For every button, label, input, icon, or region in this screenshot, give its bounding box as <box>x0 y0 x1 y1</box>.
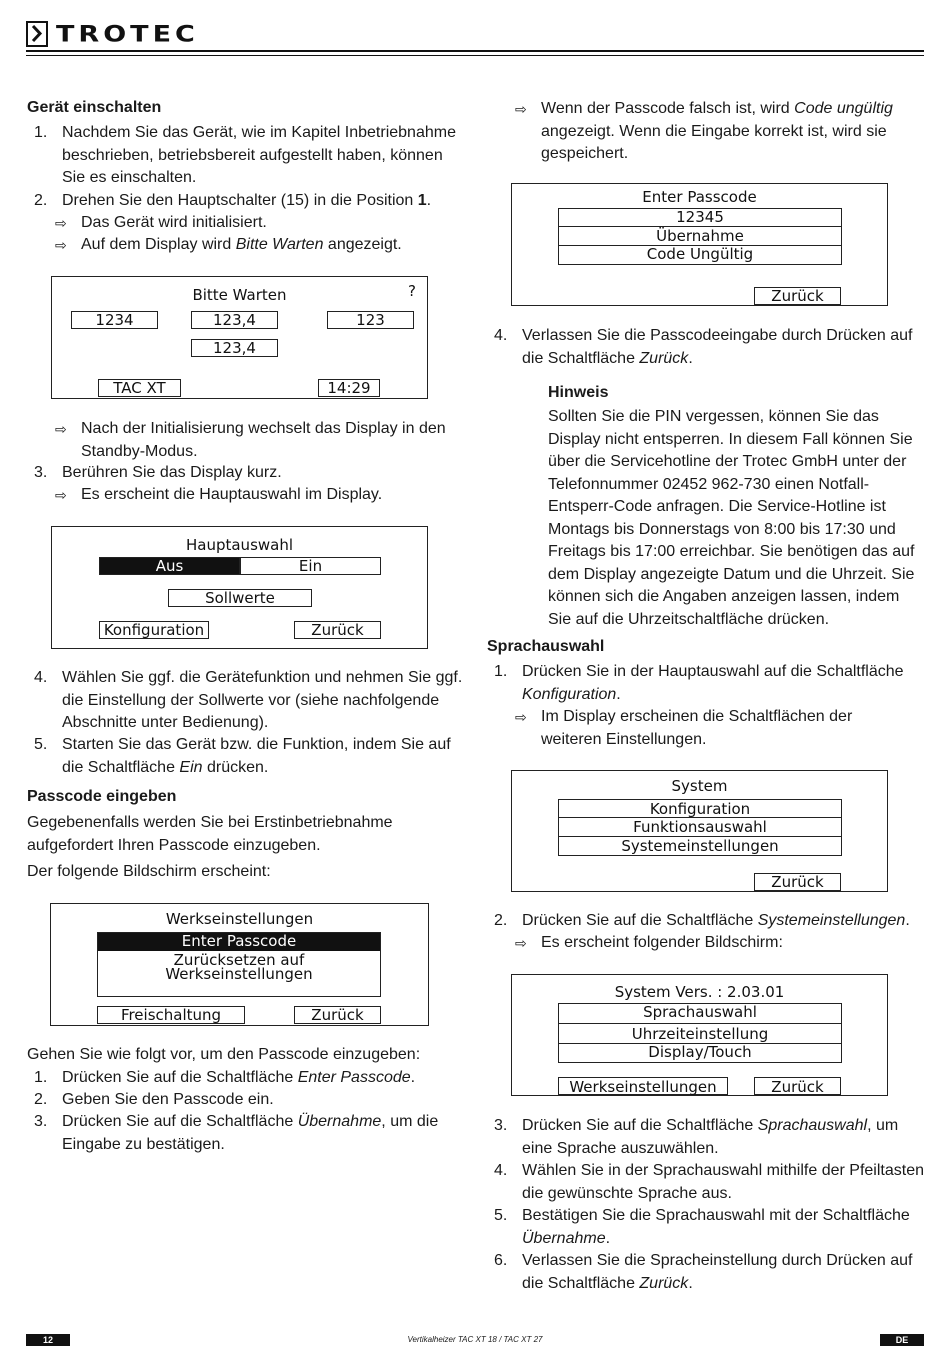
item-number: 4. <box>494 327 508 344</box>
result-item <box>55 484 465 507</box>
footer-title: Vertikalheizer TAC XT 18 / TAC XT 27 <box>70 1334 880 1346</box>
list-item <box>494 325 924 370</box>
display-screen-hauptauswahl <box>51 526 428 649</box>
list-item <box>494 1205 924 1250</box>
item-number: 4. <box>34 669 48 686</box>
list-item <box>34 1089 464 1112</box>
item-text: Starten Sie das Gerät bzw. die Funktion, indem Sie auf die Schaltfläche Ein drücken. <box>62 736 451 776</box>
clock-display: 14:29 <box>318 379 380 397</box>
factory-settings-button[interactable]: Werkseinstellungen <box>558 1077 728 1095</box>
item-number: 1. <box>494 663 508 680</box>
logo-chevron-icon <box>26 21 48 47</box>
display-touch-button[interactable]: Display/Touch <box>648 1043 752 1061</box>
item-text: Berühren Sie das Display kurz. <box>62 464 282 481</box>
header-rule <box>26 50 924 52</box>
display-field: 1234 <box>71 311 158 329</box>
list-item <box>494 910 924 933</box>
item-text: Nachdem Sie das Gerät, wie im Kapitel Inbetriebnahme beschrieben, betriebsbereit aufgestellt haben, können Sie es einschalten. <box>62 124 456 186</box>
item-text: Wählen Sie ggf. die Gerätefunktion und nehmen Sie ggf. die Einstellung der Sollwerte vor (siehe nachfolgende Abschnitte unter Bedienung). <box>62 669 463 731</box>
trotec-logo <box>26 18 199 50</box>
item-number: 3. <box>34 1113 48 1130</box>
arrow-right-icon: ⇨ <box>55 421 67 437</box>
paragraph: Gehen Sie wie folgt vor, um den Passcode einzugeben: <box>27 1046 421 1063</box>
screen-title: System Vers. : 2.03.01 <box>614 983 785 1001</box>
menu-list <box>558 799 842 856</box>
button-label: Werkseinstellungen <box>165 965 313 983</box>
button-label: Zurücksetzen auf <box>173 951 305 969</box>
item-text: Drücken Sie auf die Schaltfläche Enter Passcode. <box>62 1069 416 1086</box>
language-code: DE <box>895 1335 909 1345</box>
item-number: 1. <box>34 124 48 141</box>
item-number: 5. <box>494 1207 508 1224</box>
list-item <box>34 190 464 213</box>
item-text: Bestätigen Sie die Sprachauswahl mit der Schaltfläche Übernahme. <box>522 1207 910 1247</box>
help-icon: ? <box>408 282 416 300</box>
display-field: 123,4 <box>191 311 278 329</box>
screen-title: Hauptauswahl <box>185 536 294 554</box>
list-item <box>34 1111 464 1156</box>
arrow-right-icon: ⇨ <box>515 935 527 951</box>
hint-text: Sollten Sie die PIN vergessen, können Sie das Display nicht entsperren. In diesem Fall können Sie über die Servicehotline der Trotec GmbH unter der Telefonnummer 02452 962-730 einen Notfall-Entsperr-Code anfragen. Die Service-Hotline ist Montags bis Donnerstags von 8:00 bis 17:30 und Freitags bis 17:00 erreichbar. Sie benötigen das auf dem Display angezeigte Datum und die Uhrzeit. Sie können sich die Angaben anzeigen lassen, indem Sie auf die Uhrzeitschaltfläche drücken. <box>548 408 915 628</box>
item-number: 6. <box>494 1252 508 1269</box>
enter-passcode-button[interactable]: Enter Passcode <box>98 933 380 951</box>
list-item <box>34 734 464 779</box>
section-heading: Passcode eingeben <box>27 788 177 805</box>
menu-list <box>97 932 381 997</box>
arrow-right-icon: ⇨ <box>55 487 67 503</box>
display-screen-system-version <box>511 974 888 1096</box>
item-text: Drehen Sie den Hauptschalter (15) in die Position 1. <box>62 192 432 209</box>
time-settings-button[interactable]: Uhrzeiteinstellung <box>559 1024 841 1044</box>
item-text: Es erscheint folgender Bildschirm: <box>541 934 783 951</box>
back-button[interactable]: Zurück <box>754 1077 841 1095</box>
display-field: 123,4 <box>191 339 278 357</box>
screen-title: Werkseinstellungen <box>165 910 314 928</box>
item-text: Drücken Sie auf die Schaltfläche Systemeinstellungen. <box>522 912 910 929</box>
list-item <box>34 462 464 485</box>
list-item <box>494 661 924 706</box>
section-heading: Sprachauswahl <box>487 638 605 655</box>
screen-title: Bitte Warten <box>192 286 287 304</box>
item-text: Auf dem Display wird Bitte Warten angezeigt. <box>81 236 402 253</box>
reset-factory-button[interactable] <box>98 951 380 981</box>
arrow-right-icon: ⇨ <box>515 101 527 117</box>
item-text: Verlassen Sie die Passcodeeingabe durch Drücken auf die Schaltfläche Zurück. <box>522 327 913 367</box>
brand-name: TROTEC <box>56 21 199 47</box>
item-text: Drücken Sie in der Hauptauswahl auf die Schaltfläche Konfiguration. <box>522 663 904 703</box>
menu-list <box>558 208 842 265</box>
display-field: 123 <box>327 311 414 329</box>
result-item <box>515 932 915 955</box>
invalid-code-message: Code Ungültig <box>646 245 754 263</box>
list-item <box>34 1067 464 1090</box>
off-button[interactable]: Aus <box>99 557 240 575</box>
paragraph: Gegebenenfalls werden Sie bei Erstinbetriebnahme aufgefordert Ihren Passcode einzugeben. <box>27 814 393 854</box>
item-text: Es erscheint die Hauptauswahl im Display. <box>81 486 383 503</box>
result-item <box>55 418 465 463</box>
display-screen-system <box>511 770 888 892</box>
arrow-right-icon: ⇨ <box>55 215 67 231</box>
configuration-button[interactable]: Konfiguration <box>559 800 841 818</box>
item-text: Im Display erscheinen die Schaltflächen der weiteren Einstellungen. <box>541 708 853 748</box>
item-number: 2. <box>34 192 48 209</box>
item-number: 2. <box>34 1091 48 1108</box>
result-item <box>55 234 465 257</box>
list-item <box>34 122 464 190</box>
language-selection-button[interactable]: Sprachauswahl <box>559 1004 841 1024</box>
hint-heading: Hinweis <box>548 384 609 401</box>
list-item <box>494 1250 924 1295</box>
setpoints-button[interactable]: Sollwerte <box>168 589 312 607</box>
device-label: TAC XT <box>98 379 181 397</box>
unlock-button[interactable]: Freischaltung <box>97 1006 245 1024</box>
item-text: Geben Sie den Passcode ein. <box>62 1091 274 1108</box>
back-button[interactable]: Zurück <box>754 873 841 891</box>
display-screen-werkseinstellungen <box>50 903 429 1026</box>
function-selection-button[interactable]: Funktionsauswahl <box>559 818 841 837</box>
result-item <box>515 706 915 751</box>
display-screen-enter-passcode <box>511 183 888 306</box>
arrow-right-icon: ⇨ <box>55 237 67 253</box>
item-number: 3. <box>34 464 48 481</box>
item-number: 2. <box>494 912 508 929</box>
section-heading: Gerät einschalten <box>27 99 162 116</box>
on-button[interactable]: Ein <box>240 557 381 575</box>
back-button[interactable]: Zurück <box>754 287 841 305</box>
screen-title: System <box>671 777 728 795</box>
result-item <box>55 212 465 235</box>
back-button[interactable]: Zurück <box>294 621 381 639</box>
header-rule-thin <box>26 55 924 56</box>
item-number: 3. <box>494 1117 508 1134</box>
configuration-button[interactable]: Konfiguration <box>99 621 209 639</box>
system-settings-button[interactable]: Systemeinstellungen <box>621 837 779 855</box>
item-text: Das Gerät wird initialisiert. <box>81 214 267 231</box>
result-item <box>515 98 915 166</box>
back-button[interactable]: Zurück <box>294 1006 381 1024</box>
page-number: 12 <box>42 1335 53 1345</box>
item-text: Wenn der Passcode falsch ist, wird Code ungültig angezeigt. Wenn die Eingabe korrekt ist, wird sie gespeichert. <box>541 100 893 162</box>
item-number: 1. <box>34 1069 48 1086</box>
list-item <box>494 1160 924 1205</box>
item-number: 4. <box>494 1162 508 1179</box>
item-text: Drücken Sie auf die Schaltfläche Sprachauswahl, um eine Sprache auszuwählen. <box>522 1117 899 1157</box>
paragraph: Der folgende Bildschirm erscheint: <box>27 863 271 880</box>
display-screen-bitte-warten <box>51 276 428 399</box>
menu-list <box>558 1003 842 1063</box>
item-text: Drücken Sie auf die Schaltfläche Übernahme, um die Eingabe zu bestätigen. <box>62 1113 439 1153</box>
apply-button[interactable]: Übernahme <box>559 227 841 246</box>
item-text: Wählen Sie in der Sprachauswahl mithilfe der Pfeiltasten die gewünschte Sprache aus. <box>522 1162 924 1202</box>
item-text: Nach der Initialisierung wechselt das Display in den Standby-Modus. <box>81 420 446 460</box>
passcode-field[interactable]: 12345 <box>559 209 841 227</box>
list-item <box>494 1115 924 1160</box>
list-item <box>34 667 464 735</box>
arrow-right-icon: ⇨ <box>515 709 527 725</box>
screen-title: Enter Passcode <box>642 188 757 206</box>
item-text: Verlassen Sie die Spracheinstellung durch Drücken auf die Schaltfläche Zurück. <box>522 1252 913 1292</box>
item-number: 5. <box>34 736 48 753</box>
